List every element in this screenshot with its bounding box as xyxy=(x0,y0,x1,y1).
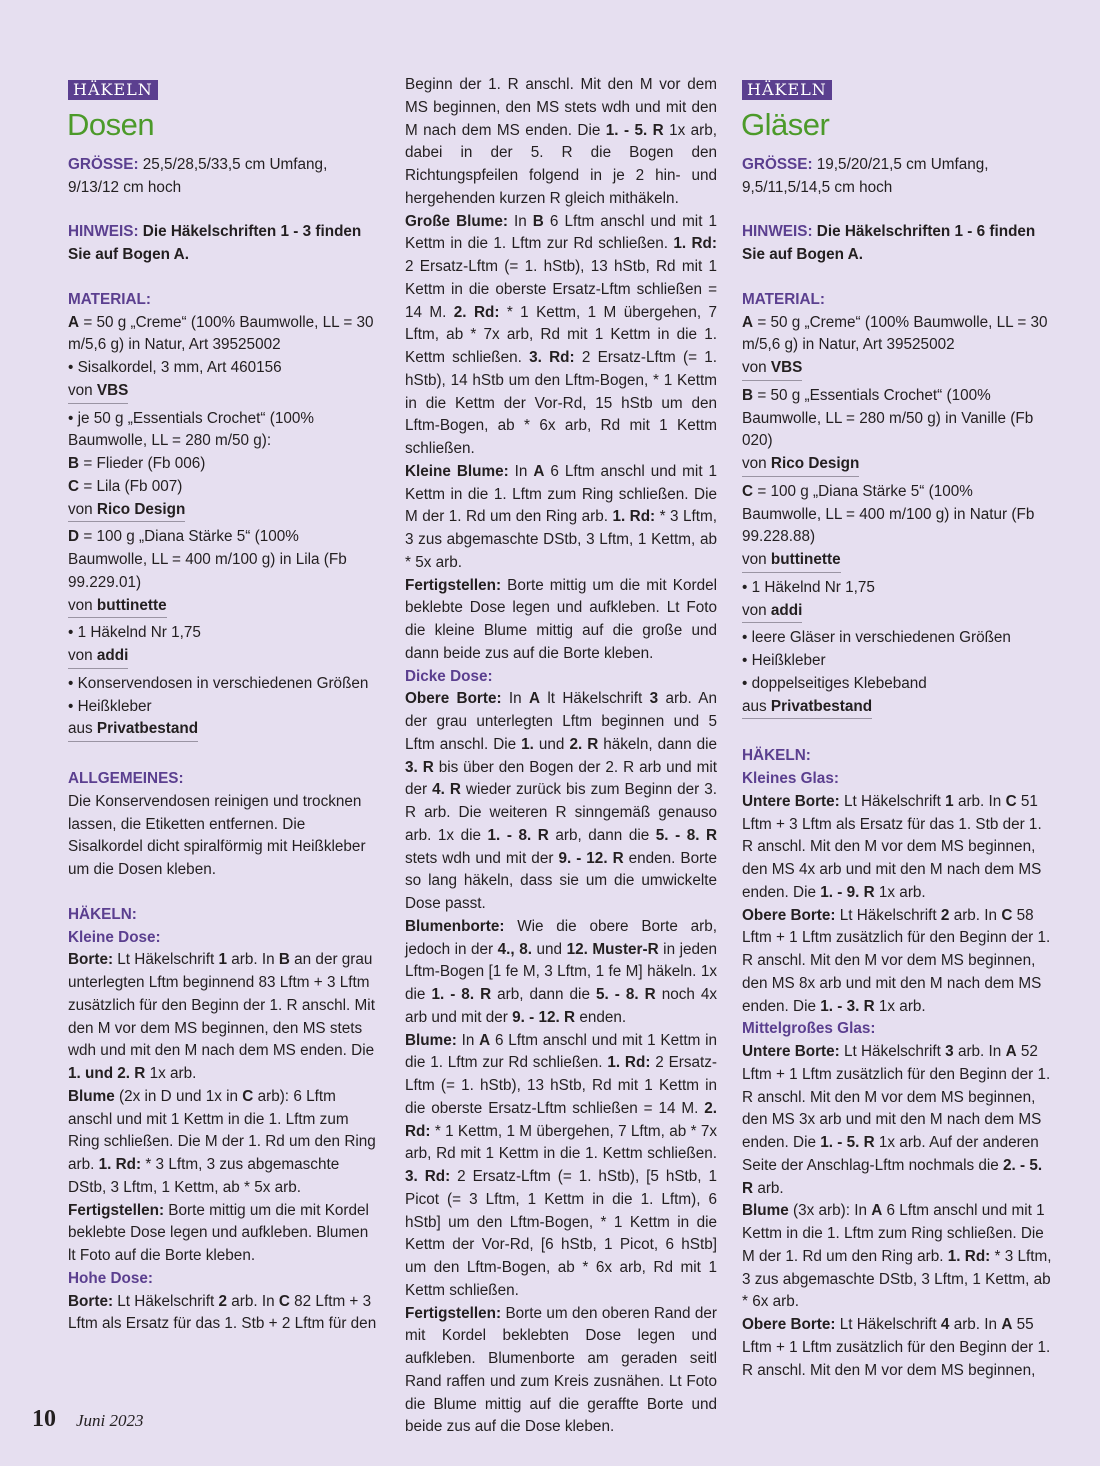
column-continuation xyxy=(405,74,717,1439)
material-item: • je 50 g „Essentials Crochet“ (100% Baumwolle, LL = 280 m/50 g): xyxy=(68,409,314,450)
section-label: GRÖSSE: xyxy=(742,155,813,173)
material-item: • doppelseitiges Klebeband xyxy=(742,674,927,692)
size-text: 25,5/28,5/33,5 cm Umfang, 9/13/12 cm hoch xyxy=(68,155,328,196)
section-label: HÄKELN: xyxy=(68,905,137,923)
material-item: B = 50 g „Essentials Crochet“ (100% Baumwolle, LL = 280 m/50 g) in Vanille (Fb 020) xyxy=(742,386,1034,450)
material-item: D = 100 g „Diana Stärke 5“ (100% Baumwolle, LL = 400 m/100 g) in Lila (Fb 99.229.01) xyxy=(68,528,347,591)
category-tag: HÄKELN xyxy=(742,80,832,100)
instruction: Fertigstellen: Borte um den oberen Rand der mit Kordel beklebten Dose legen und aufkleben. Blumenborte am geraden seitl Rand raffen und zum Kreis zusnähen. Lt Foto die Blume mittig auf die geraffte Borte und beide zus auf die Dose kleben. xyxy=(405,1304,717,1436)
section-label: HINWEIS: xyxy=(742,223,813,241)
article-title: Gläser xyxy=(741,106,830,142)
hint xyxy=(742,221,1054,267)
material-source: aus Privatbestand xyxy=(68,718,198,742)
instruction: Obere Borte: Lt Häkelschrift 2 arb. In C 58 Lftm + 1 Lftm zusätzlich für den Beginn der 1. R anschl. Mit den M vor dem MS beginnen, den MS 8x arb und mit den M nach dem MS enden. Die 1. - 3. R 1x arb. xyxy=(742,906,1051,1015)
material-item: • Heißkleber xyxy=(68,697,152,715)
category-tag: HÄKELN xyxy=(68,80,158,100)
material-source: von buttinette xyxy=(68,595,167,619)
instruction: Blume: In A 6 Lftm anschl und mit 1 Kettm in die 1. Lftm zur Rd schließen. 1. Rd: 2 Ersatz-Lftm (= 1. hStb), 13 hStb, Rd mit 1 Kettm in die oberste Ersatz-Lftm schließen = 14 M. 2. Rd: * 1 Kettm, 1 M übergehen, 7 Lftm, ab * 7x arb, Rd mit 1 Kettm in die 1. Kettm schließen. 3. Rd: 2 Ersatz-Lftm (= 1. hStb), [5 hStb, 1 Picot (= 3 Lftm, 1 Kettm in die 1. Lftm), 6 hStb] um den Lftm-Bogen, * 1 Kettm in die Kettm der Vor-Rd, [6 hStb, 1 Picot, 6 hStb] um den Lftm-Bogen, ab * 6x arb, Rd mit 1 Kettm schließen. xyxy=(405,1031,718,1299)
size-info xyxy=(68,154,380,200)
size-info xyxy=(742,154,1054,200)
section-label: HINWEIS: xyxy=(68,223,139,241)
subheading: Hohe Dose: xyxy=(68,1269,153,1287)
size-text: 19,5/20/21,5 cm Umfang, 9,5/11,5/14,5 cm hoch xyxy=(742,155,989,196)
page-number: 10 xyxy=(32,1406,56,1432)
material-source: von Rico Design xyxy=(742,453,859,477)
instruction: Untere Borte: Lt Häkelschrift 3 arb. In A 52 Lftm + 1 Lftm zusätzlich für den Beginn der 1. R anschl. Mit den M vor dem MS beginnen, den MS 3x arb und mit den M nach dem MS enden. Die 1. - 5. R 1x arb. Auf der anderen Seite der Anschlag-Lftm nochmals die 2. - 5. R arb. xyxy=(742,1043,1051,1197)
instruction: Borte: Lt Häkelschrift 2 arb. In C 82 Lftm + 3 Lftm als Ersatz für das 1. Stb + 2 Lftm für den xyxy=(68,1292,377,1333)
material-source: von addi xyxy=(742,600,802,624)
material-item: A = 50 g „Creme“ (100% Baumwolle, LL = 30 m/5,6 g) in Natur, Art 39525002 xyxy=(742,313,1048,354)
instruction: Borte: Lt Häkelschrift 1 arb. In B an der grau unterlegten Lftm beginnend 83 Lftm + 3 Lftm zusätzlich für den Beginn der 1. R anschl. Mit den M vor dem MS beginnen, den MS stets wdh und mit den M nach dem MS enden. Die 1. und 2. R 1x arb. xyxy=(68,951,375,1082)
material-source: von VBS xyxy=(68,380,128,404)
material-item: C = 100 g „Diana Stärke 5“ (100% Baumwolle, LL = 400 m/100 g) in Natur (Fb 99.228.88) xyxy=(742,482,1035,546)
section-label: HÄKELN: xyxy=(742,747,811,765)
instruction: Große Blume: In B 6 Lftm anschl und mit 1 Kettm in die 1. Lftm zur Rd schließen. 1. Rd: 2 Ersatz-Lftm (= 1. hStb), 13 hStb, Rd mit 1 Kettm in die oberste Ersatz-Lftm schließen = 14 M. 2. Rd: * 1 Kettm, 1 M übergehen, 7 Lftm, ab * 7x arb, Rd mit 1 Kettm in die 1. Kettm schließen. 3. Rd: 2 Ersatz-Lftm (= 1. hStb), 14 hStb um den Lftm-Bogen, * 1 Kettm in die Kettm der Vor-Rd, 15 hStb um den Lftm-Bogen, ab * 6x arb, Rd mit 1 Kettm schließen. xyxy=(405,212,718,457)
article-title: Dosen xyxy=(67,106,155,142)
material-source: von VBS xyxy=(742,357,802,381)
subheading: Mittelgroßes Glas: xyxy=(742,1020,876,1038)
instruction: Blume (3x arb): In A 6 Lftm anschl und mit 1 Kettm in die 1. Lftm zum Ring schließen. Die M der 1. Rd um den Ring arb. 1. Rd: * 3 Lftm, 3 zus abgemaschte DStb, 3 Lftm, 1 Kettm, ab * 6x arb. xyxy=(742,1202,1052,1311)
instruction: Obere Borte: In A lt Häkelschrift 3 arb. An der grau unterlegten Lftm beginnen und 5 Lftm anschl. Die 1. und 2. R häkeln, dann die 3. R bis über den Bogen der 2. R arb und mit der 4. R wieder zurück bis zum Beginn der 3. R arb. Die weiteren R sinngemäß genauso arb. 1x die 1. - 8. R arb, dann die 5. - 8. R stets wdh und mit der 9. - 12. R enden. Borte so lang häkeln, dass sie um die umwickelte Dose passt. xyxy=(405,690,718,912)
section-label: MATERIAL: xyxy=(68,290,151,308)
section-label: GRÖSSE: xyxy=(68,155,139,173)
material-source: von addi xyxy=(68,645,128,669)
section-label: MATERIAL: xyxy=(742,290,825,308)
material-item: • 1 Häkelnd Nr 1,75 xyxy=(742,578,875,596)
hint xyxy=(68,221,380,267)
general-text: Die Konservendosen reinigen und trocknen lassen, die Etiketten entfernen. Die Sisalkordel dicht spiralförmig mit Heißkleber um die Dosen kleben. xyxy=(68,792,366,878)
material-item: • Konservendosen in verschiedenen Größen xyxy=(68,674,369,692)
instruction: Blumenborte: Wie die obere Borte arb, jedoch in der 4., 8. und 12. Muster-R in jeden Lftm-Bogen [1 fe M, 3 Lftm, 1 fe M] häkeln. 1x die 1. - 8. R arb, dann die 5. - 8. R noch 4x arb und mit der 9. - 12. R enden. xyxy=(405,917,718,1026)
material-item: A = 50 g „Creme“ (100% Baumwolle, LL = 30 m/5,6 g) in Natur, Art 39525002 xyxy=(68,313,374,354)
subheading: Kleines Glas: xyxy=(742,770,839,787)
material-source: von buttinette xyxy=(742,549,841,573)
column-dosen xyxy=(68,74,380,1336)
instruction: Blume (2x in D und 1x in C arb): 6 Lftm anschl und mit 1 Kettm in die 1. Lftm zum Ring schließen. Die M der 1. Rd um den Ring arb. 1. Rd: * 3 Lftm, 3 zus abgemaschte DStb, 3 Lftm, 1 Kettm, ab * 5x arb. xyxy=(68,1087,376,1196)
subheading: Kleine Dose: xyxy=(68,928,161,946)
material-item: C = Lila (Fb 007) xyxy=(68,477,183,495)
instruction: Beginn der 1. R anschl. Mit den M vor dem MS beginnen, den MS stets wdh und mit den M nach dem MS enden. Die 1. - 5. R 1x arb, dabei in der 5. R die Bogen den Richtungspfeilen folgend in je 2 hin- und hergehenden kurzen R gleich mithäkeln. xyxy=(405,76,717,207)
column-glaeser xyxy=(742,74,1054,1382)
issue-date: Juni 2023 xyxy=(76,1411,144,1430)
material-source: von Rico Design xyxy=(68,499,185,523)
instruction: Obere Borte: Lt Häkelschrift 4 arb. In A 55 Lftm + 1 Lftm zusätzlich für den Beginn der 1. R anschl. Mit den M vor dem MS beginnen, xyxy=(742,1316,1051,1379)
material-item: • Sisalkordel, 3 mm, Art 460156 xyxy=(68,359,282,376)
section-label: ALLGEMEINES: xyxy=(68,770,184,787)
instruction: Fertigstellen: Borte mittig um die mit Kordel beklebte Dose legen und aufkleben. Blumen lt Foto auf die Borte kleben. xyxy=(68,1201,369,1264)
material-source: aus Privatbestand xyxy=(742,696,872,720)
instruction: Untere Borte: Lt Häkelschrift 1 arb. In C 51 Lftm + 3 Lftm als Ersatz für das 1. Stb der 1. R anschl. Mit den M vor dem MS beginnen, den MS 4x arb und mit den M nach dem MS enden. Die 1. - 9. R 1x arb. xyxy=(742,792,1042,901)
hint-text: Die Häkelschriften 1 - 6 finden Sie auf Bogen A. xyxy=(742,223,1036,263)
material-item: • leere Gläser in verschiedenen Größen xyxy=(742,629,1011,647)
instruction: Kleine Blume: In A 6 Lftm anschl und mit 1 Kettm in die 1. Lftm zum Ring schließen. Die M der 1. Rd um den Ring arb. 1. Rd: * 3 Lftm, 3 zus abgemaschte DStb, 3 Lftm, 1 Kettm, ab * 5x arb. xyxy=(405,462,718,571)
instruction: Fertigstellen: Borte mittig um die mit Kordel beklebte Dose legen und aufkleben. Lt Foto die kleine Blume mittig auf die große und dann beide zus auf die Borte kleben. xyxy=(405,576,717,662)
material-item: B = Flieder (Fb 006) xyxy=(68,455,206,472)
page-footer xyxy=(32,1406,144,1433)
material-item: • 1 Häkelnd Nr 1,75 xyxy=(68,624,201,642)
hint-text: Die Häkelschriften 1 - 3 finden Sie auf Bogen A. xyxy=(68,223,362,263)
material-item: • Heißkleber xyxy=(742,652,826,669)
subheading: Dicke Dose: xyxy=(405,667,493,685)
